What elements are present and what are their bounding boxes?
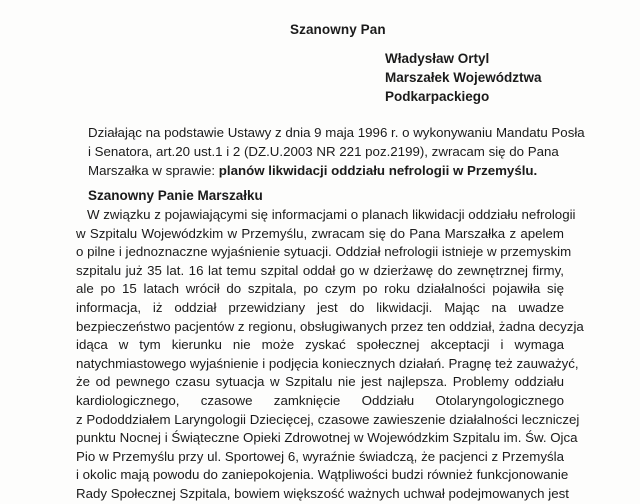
body-line: idąca w tym kierunku nie może zyskać społecznej akceptacji i wymaga	[76, 337, 564, 353]
intro-subject-prefix: Marszałka w sprawie:	[88, 163, 219, 178]
body-line: ale po 15 latach wrócił do szpitala, po czym po roku działalności pojawiła się	[76, 281, 564, 297]
body-line: o pilne i jednoznaczne wyjaśnienie sytuacji. Oddział nefrologii istnieje w przemyskim	[76, 244, 572, 260]
body-line: natychmiastowego wyjaśnienie i podjęcia koniecznych działań. Pragnę też zauważyć,	[76, 355, 579, 371]
addressee-region: Podkarpackiego	[385, 89, 490, 104]
salutation: Szanowny Panie Marszałku	[88, 188, 263, 203]
greeting-top: Szanowny Pan	[290, 22, 386, 37]
body-line: Rady Społecznej Szpitala, bowiem większość ważnych uchwał podejmowanych jest	[76, 485, 569, 501]
addressee-block	[385, 49, 542, 106]
intro-paragraph	[88, 123, 585, 180]
body-paragraph	[76, 206, 584, 504]
body-line: bezpieczeństwo pacjentów z regionu, obsługiwanych przez ten oddział, żadna decyzja	[76, 318, 584, 334]
intro-line: Działając na podstawie Ustawy z dnia 9 maja 1996 r. o wykonywaniu Mandatu Posła	[88, 125, 585, 140]
body-line: punktu Nocnej i Świąteczne Opieki Zdrowotnej w Wojewódzkim Szpitalu im. Św. Ojca	[76, 430, 578, 446]
body-line: że od pewnego czasu sytuacja w Szpitalu nie jest najlepsza. Problemy oddziału	[76, 374, 564, 390]
addressee-name: Władysław Ortyl	[385, 51, 490, 66]
intro-line: i Senatora, art.20 ust.1 i 2 (DZ.U.2003 NR 221 poz.2199), zwracam się do Pana	[88, 144, 559, 159]
body-line: W związku z pojawiającymi się informacjami o planach likwidacji oddziału nefrologii	[87, 207, 576, 222]
intro-subject-bold: planów likwidacji oddziału nefrologii w Przemyślu.	[218, 163, 538, 178]
intro-line-subject	[88, 161, 558, 180]
body-line: kardiologicznego, czasowe zamknięcie Oddziału Otolaryngologicznego	[76, 392, 564, 408]
body-line: z Pododdziałem Laryngologii Dziecięcej, czasowe zawieszenie działalności leczniczej	[76, 411, 580, 427]
body-line: i okolic mają powodu do zaniepokojenia. Wątpliwości budzi również funkcjonowanie	[76, 467, 569, 483]
body-line: szpitalu już 35 lat. 16 lat temu szpital oddał go w dzierżawę do zewnętrznej firmy,	[76, 262, 564, 278]
body-line: Pio w Przemyślu przy ul. Sportowej 6, wyraźnie świadczą, że pacjenci z Przemyśla	[76, 448, 564, 464]
body-line: w Szpitalu Wojewódzkim w Przemyślu, zwracam się do Pana Marszałka z apelem	[76, 225, 564, 241]
addressee-title: Marszałek Województwa	[385, 70, 542, 85]
body-line: informacja, iż oddział przewidziany jest do likwidacji. Mając na uwadze	[76, 299, 564, 315]
